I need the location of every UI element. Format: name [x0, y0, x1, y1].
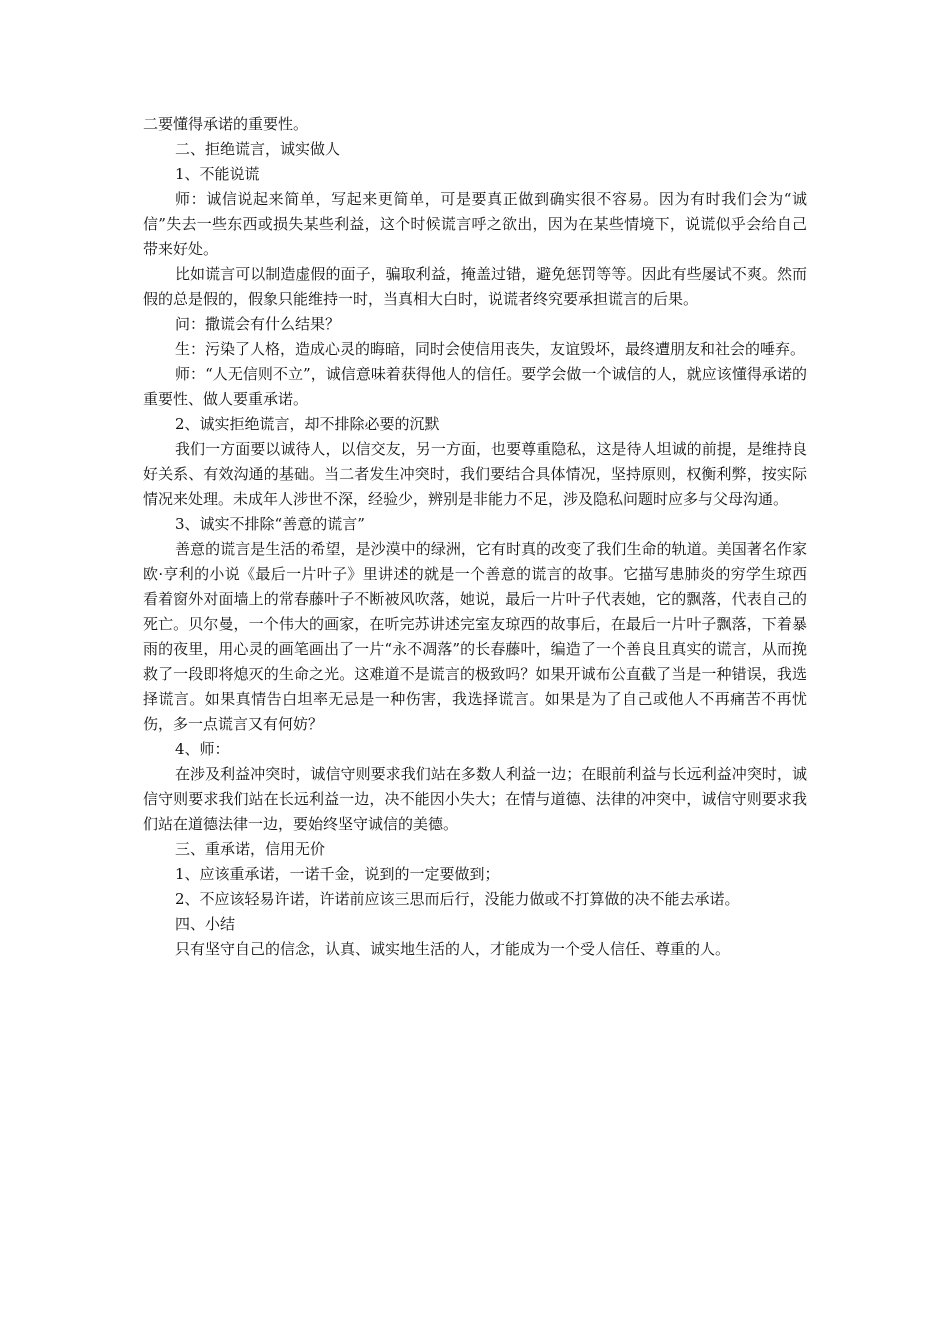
paragraph-teacher-1: 师：诚信说起来简单，写起来更简单，可是要真正做到确实很不容易。因为有时我们会为“诚信”失去一些东西或损失某些利益，这个时候谎言呼之欲出，因为在某些情境下，说谎似乎会给自己带来好处。: [143, 190, 807, 258]
section-heading-4: 四、小结: [175, 915, 236, 933]
paragraph-privacy: 我们一方面要以诚待人，以信交友，另一方面，也要尊重隐私，这是待人坦诚的前提，是维持良好关系、有效沟通的基础。当二者发生冲突时，我们要结合具体情况，坚持原则，权衡利弊，按实际情况来处理。未成年人涉世不深，经验少，辨别是非能力不足，涉及隐私问题时应多与父母沟通。: [143, 440, 807, 508]
paragraph-example: 比如谎言可以制造虚假的面子，骗取利益，掩盖过错，避免惩罚等等。因此有些屡试不爽。然而假的总是假的，假象只能维持一时，当真相大白时，说谎者终究要承担谎言的后果。: [143, 265, 807, 308]
paragraph-student: 生：污染了人格，造成心灵的晦暗，同时会使信用丧失，友谊毁坏，最终遭朋友和社会的唾弃。: [175, 340, 806, 358]
list-item-3-1: 1、应该重承诺，一诺千金，说到的一定要做到；: [175, 865, 500, 883]
paragraph-teacher-2: 师：“人无信则不立”，诚信意味着获得他人的信任。要学会做一个诚信的人，就应该懂得承诺的重要性、做人要重承诺。: [143, 365, 807, 408]
subheading-2-1: 1、不能说谎: [175, 165, 260, 183]
section-heading-2: 二、拒绝谎言，诚实做人: [175, 140, 341, 158]
paragraph-summary: 只有坚守自己的信念，认真、诚实地生活的人，才能成为一个受人信任、尊重的人。: [175, 940, 731, 958]
subheading-2-4: 4、师：: [175, 740, 230, 758]
paragraph-white-lie: 善意的谎言是生活的希望，是沙漠中的绿洲，它有时真的改变了我们生命的轨道。美国著名作家欧·亨利的小说《最后一片叶子》里讲述的就是一个善意的谎言的故事。它描写患肺炎的穷学生琼西看着窗外对面墙上的常春藤叶子不断被风吹落，她说，最后一片叶子代表她，它的飘落，代表自己的死亡。贝尔曼，一个伟大的画家，在听完苏讲述完室友琼西的故事后，在最后一片叶子飘落，下着暴雨的夜里，用心灵的画笔画出了一片“永不凋落”的长春藤叶，编造了一个善良且真实的谎言，从而挽救了一段即将熄灭的生命之光。这难道不是谎言的极致吗？如果开诚布公直截了当是一种错误，我选择谎言。如果真情告白坦率无忌是一种伤害，我选择谎言。如果是为了自己或他人不再痛苦不再忧伤，多一点谎言又有何妨？: [143, 540, 807, 733]
document-page: [143, 112, 807, 962]
subheading-2-3: 3、诚实不排除“善意的谎言”: [175, 515, 365, 533]
subheading-2-2: 2、诚实拒绝谎言，却不排除必要的沉默: [175, 415, 440, 433]
paragraph-conflict: 在涉及利益冲突时，诚信守则要求我们站在多数人利益一边；在眼前利益与长远利益冲突时，诚信守则要求我们站在长远利益一边，决不能因小失大；在情与道德、法律的冲突中，诚信守则要求我们站在道德法律一边，要始终坚守诚信的美德。: [143, 765, 807, 833]
list-item-3-2: 2、不应该轻易许诺，许诺前应该三思而后行，没能力做或不打算做的决不能去承诺。: [175, 890, 740, 908]
paragraph-question: 问：撒谎会有什么结果？: [175, 315, 341, 333]
section-heading-3: 三、重承诺，信用无价: [175, 840, 326, 858]
paragraph-1: 二要懂得承诺的重要性。: [143, 115, 309, 133]
